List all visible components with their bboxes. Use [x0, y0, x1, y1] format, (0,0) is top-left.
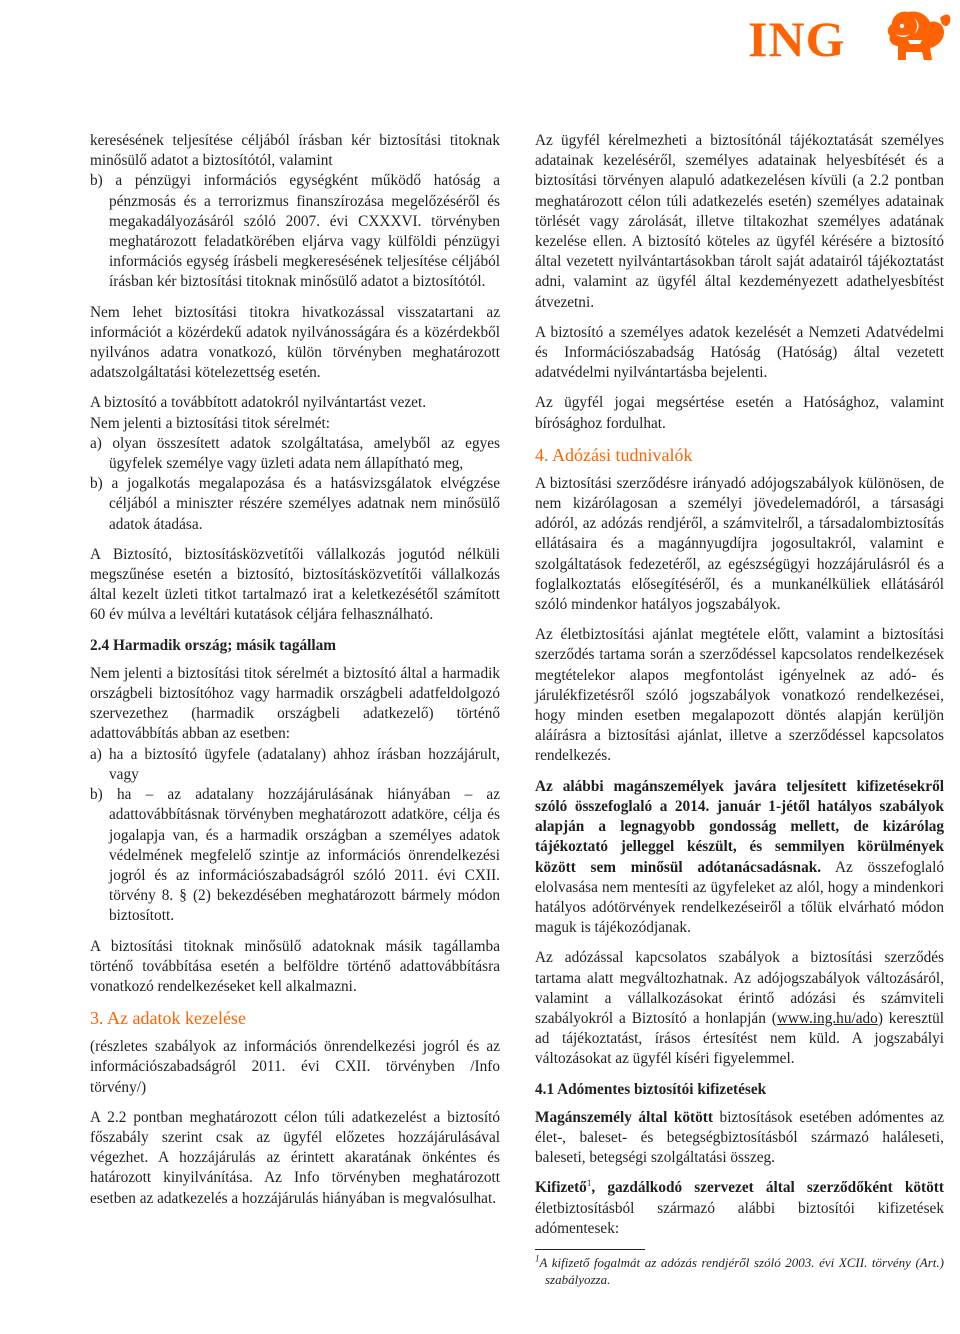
- ing-logo: [748, 4, 954, 66]
- text: ) keresztül ad tájékoztatást, írásos értesítést nem küld. A jogszabályi változásokat az ügyfél kíséri figyelemmel.: [535, 1009, 945, 1068]
- bold-text: Az alábbi magánszemélyek javára teljesített kifizetésekről szóló összefoglaló a 2014. január 1-jétől hatályos szabályok alapján a legnagyobb gondosság mellett, de kizárólag tájékoztató jelleggel készült, és semmilyen körülmények között sem minősül adótanácsadásnak.: [535, 777, 944, 876]
- paragraph: [535, 1108, 944, 1169]
- bold-text: Kifizető: [535, 1179, 587, 1197]
- text: Az adózással kapcsolatos szabályok a biztosítási szerződés tartama alatt megváltozhatnak. Az adójogszabályok változásáról, valamint a vállalkozásokat érintő adózási és számviteli szabályokról a Biztosító a honlapján (: [535, 949, 944, 1027]
- paragraph: Az ügyfél jogai megsértése esetén a Hatósághoz, valamint bírósághoz fordulhat.: [535, 394, 944, 432]
- footnote-marker: 1: [586, 1178, 592, 1189]
- list-item: b) ha – az adatalany hozzájárulásának hiányában – az adattovábbításnak törvényben meghatározott adatköre, célja és jogalapja van, és a harmadik országban a személyes adatok védelmének megfelelő szintje az információs önrendelkezési jogról és az információszabadságról szóló 2011. évi CXII. törvény 8. § (2) bekezdésében meghatározott bármely módon biztosított.: [90, 786, 500, 925]
- text: életbiztosításból származó alábbi biztosítói kifizetések adómentesek:: [535, 1199, 944, 1237]
- paragraph: A biztosítási szerződésre irányadó adójogszabályok különösen, de nem kizárólagosan a személyi jövedelemadóról, a társasági adóról, az adózás rendjéről, a számvitelről, a társadalombiztosítás ellátásaira és a magánnyugdíjra jogosultakról, valamint e szolgáltatások fedezetéről, az egészségügyi hozzájárulásról és a foglalkoztatás elősegítéséről, és a munkanélküliek ellátásáról szóló mindenkor hatályos jogszabályok.: [535, 474, 944, 614]
- paragraph: Nem jelenti a biztosítási titok sérelmét a biztosító által a harmadik országbeli biztosítóhoz vagy harmadik országbeli adatfeldolgozó szervezethez (harmadik országbeli adatkezelő) történő adattovábbítás abban az esetben:: [90, 664, 500, 743]
- paragraph: [535, 777, 944, 939]
- footnote: [535, 1254, 944, 1288]
- lion-icon: [878, 4, 954, 66]
- paragraph: A Biztosító, biztosításközvetítői vállalkozás jogutód nélküli megszűnése esetén a biztosító, biztosításközvetítői vállalkozás által kezelt üzleti titkot tartalmazó irat a keletkezésétől számított 60 év múlva a levéltári kutatások céljára felhasználható.: [90, 545, 500, 624]
- footnote-number: 1: [535, 1253, 540, 1264]
- paragraph: Az életbiztosítási ajánlat megtétele előtt, valamint a biztosítási szerződés tartama során a szerződéssel kapcsolatos rendelkezések megtételekor alapos megfontolást igényelnek az adó- és járulékfizetésről szóló jogszabályok vonatkozó rendelkezései, hogy minden esetben megalapozott döntés alapján kerüljön aláírásra a biztosítási ajánlat, illetve a szerződéssel kapcsolatos rendelkezés.: [535, 626, 944, 765]
- footnote-text: A kifizető fogalmát az adózás rendjéről szóló 2003. évi XCII. törvény (Art.) szabályozza.: [539, 1254, 944, 1287]
- paragraph: Nem jelenti a biztosítási titok sérelmét:: [90, 414, 331, 432]
- chapter-heading: 3. Az adatok kezelése: [90, 1008, 246, 1029]
- paragraph: A biztosítási titoknak minősülő adatoknak másik tagállamba történő továbbítása esetén a belföldre történő adattovábbításra vonatkozó rendelkezéseket kell alkalmazni.: [90, 937, 500, 995]
- bold-text: Magánszemély által kötött: [535, 1108, 713, 1126]
- bold-text: , gazdálkodó szervezet által szerződőként kötött: [591, 1179, 944, 1197]
- ing-logo-text: ING: [748, 11, 846, 67]
- chapter-heading: 4. Adózási tudnivalók: [535, 444, 693, 465]
- section-heading: 2.4 Harmadik ország; másik tagállam: [90, 636, 337, 654]
- paragraph: A biztosító a továbbított adatokról nyilvántartást vezet.: [90, 394, 427, 412]
- paragraph: [535, 948, 944, 1069]
- paragraph: (részletes szabályok az információs önrendelkezési jogról és az információszabadságról 2011. évi CXII. törvényben /Info törvény/): [90, 1038, 500, 1096]
- text: biztosítások esetében adómentes az élet-, baleset- és betegségbiztosításból származó haláleseti, baleseti, betegségi szolgáltatási összeg.: [535, 1108, 945, 1167]
- paragraph: Nem lehet biztosítási titokra hivatkozással visszatartani az információt a közérdekű adatok nyilvánosságára és a közérdekből nyilvános adatra vonatkozó, külön törvényben meghatározott adatszolgáltatási kötelezettség esetén.: [90, 303, 500, 382]
- paragraph: A biztosító a személyes adatok kezelését a Nemzeti Adatvédelmi és Információszabadság Hatóság (Hatóság) által vezetett adatvédelmi nyilvántartásba bejelenti.: [535, 323, 944, 382]
- list-item: a) olyan összesített adatok szolgáltatása, amelyből az egyes ügyfelek személye vagy üzleti adata nem állapítható meg,: [90, 434, 500, 473]
- footnote-divider: [535, 1249, 645, 1250]
- website-link[interactable]: www.ing.hu/ado: [776, 1009, 878, 1027]
- paragraph: Az ügyfél kérelmezheti a biztosítónál tájékoztatását személyes adatainak kezeléséről, személyes adatainak helyesbítését és a biztosítási törvényen alapuló adatkezelésen kívüli (a 2.2 pontban meghatározott célon túli adatkezelés esetén) személyes adatainak törlését vagy zárolását, illetve tiltakozhat személyes adatának kezelése ellen. A biztosító köteles az ügyfél kérésére a biztosító által vezetett nyilvántartásokban tárolt saját adatairól tájékoztatást adni, valamint az ügyfél által kezdeményezett adathelyesbítést átvezetni.: [535, 132, 944, 311]
- paragraph: [535, 1178, 944, 1239]
- text: Az összefoglaló elolvasása nem mentesíti az ügyfeleket az alól, hogy a mindenkori hatályos adótörvények rendelkezéseiről a tőlük elvárható módon maguk is tájékozódjanak.: [535, 858, 944, 937]
- list-item: a) ha a biztosító ügyfele (adatalany) ahhoz írásban hozzájárult, vagy: [90, 745, 500, 783]
- list-item: b) a jogalkotás megalapozása és a hatásvizsgálatok elvégzése céljából a miniszter részére személyes adatnak nem minősülő adatok átadása.: [90, 475, 500, 533]
- right-column: [535, 131, 944, 1298]
- paragraph: A 2.2 pontban meghatározott célon túli adatkezelést a biztosító főszabály szerint csak az ügyfél előzetes hozzájárulásával végezhet. A hozzájárulás az érintett akaratának önkéntes és határozott kinyilvánítása. Az Info törvényben meghatározott esetben az adatkezelés a hozzájárulás hiányában is megvalósulhat.: [90, 1108, 500, 1207]
- section-heading: 4.1 Adómentes biztosítói kifizetések: [535, 1080, 767, 1098]
- list-item: b) a pénzügyi információs egységként működő hatóság a pénzmosás és a terrorizmus finanszírozása megelőzéséről és megakadályozásáról szóló 2007. évi CXXXVI. törvényben meghatározott feladatkörében eljárva vagy külföldi pénzügyi információs egység írásbeli megkeresésének teljesítése céljából írásban kér biztosítási titoknak minősülő adatot a biztosítótól.: [90, 172, 500, 291]
- paragraph: keresésének teljesítése céljából írásban kér biztosítási titoknak minősülő adatot a biztosítótól, valamint: [90, 132, 500, 170]
- left-column: [90, 131, 500, 1219]
